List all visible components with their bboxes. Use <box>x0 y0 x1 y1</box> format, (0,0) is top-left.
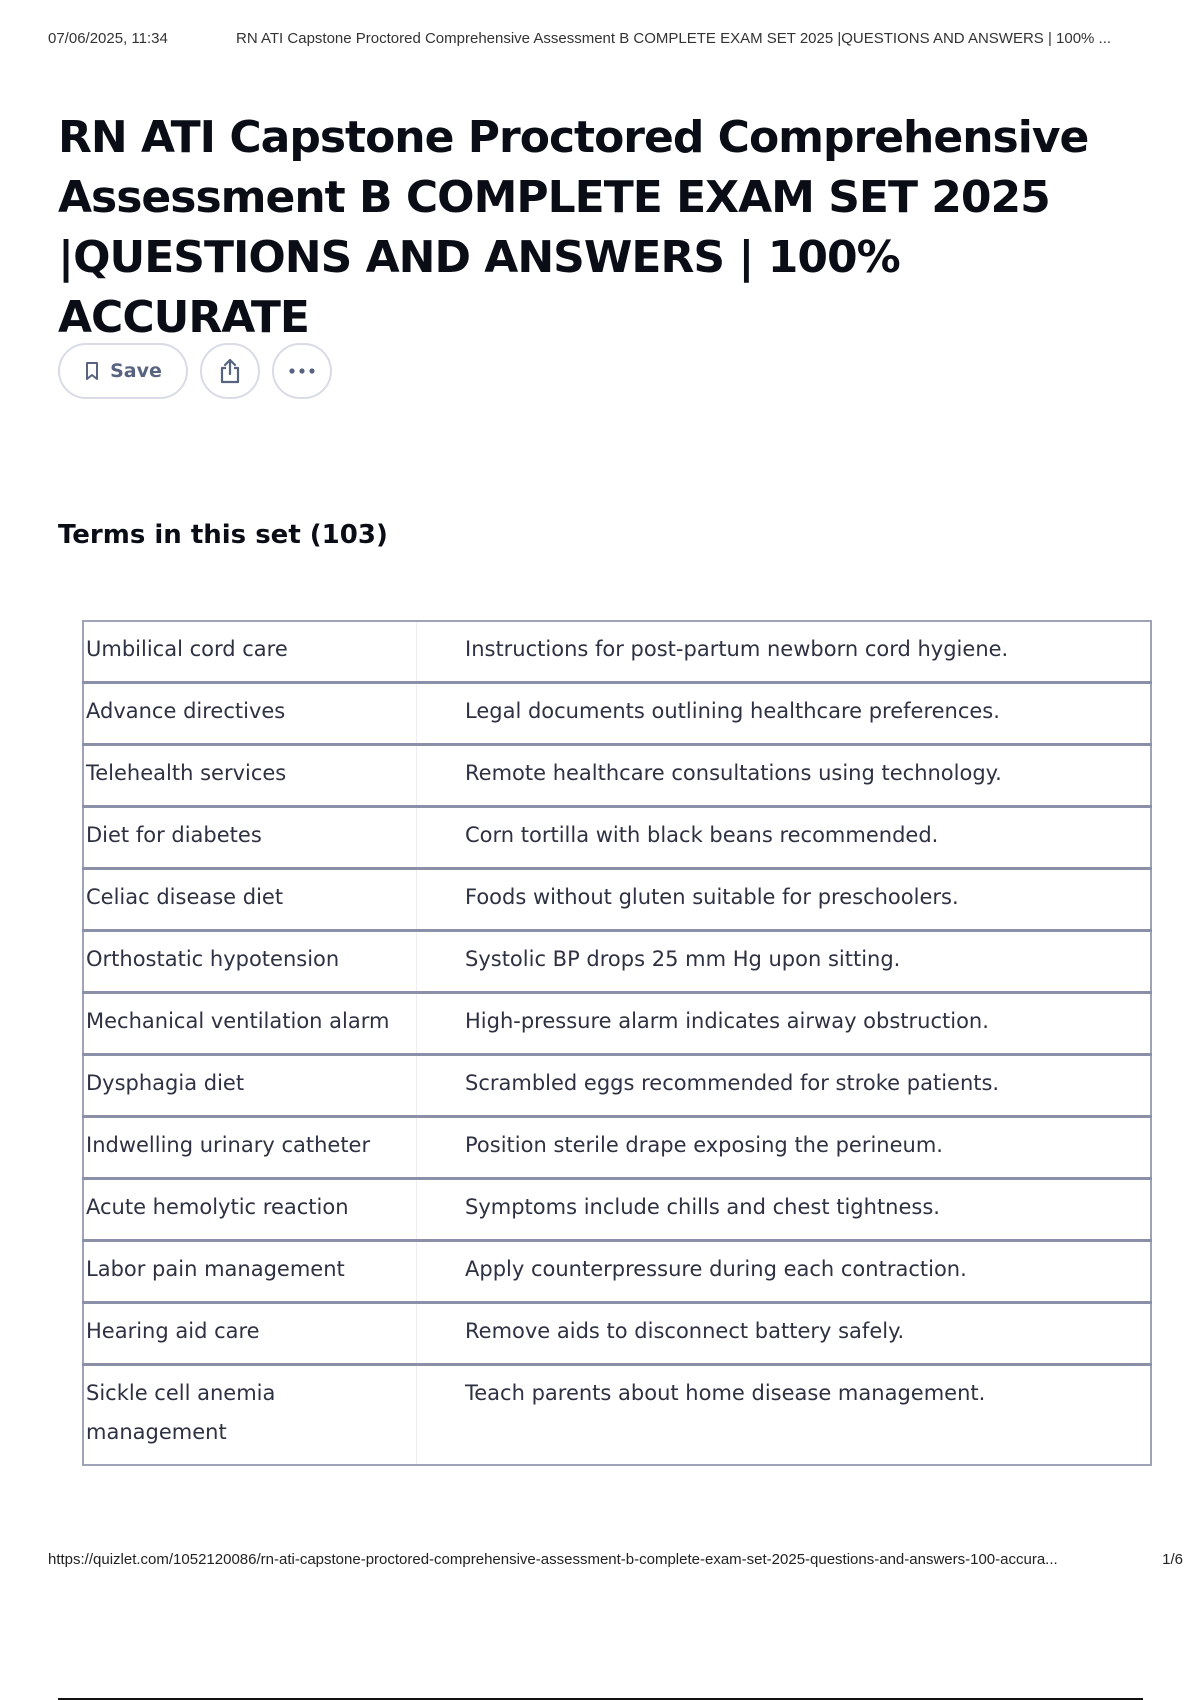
definition-cell: Legal documents outlining healthcare preferences. <box>417 683 1152 745</box>
definition-cell: Systolic BP drops 25 mm Hg upon sitting. <box>417 931 1152 993</box>
term-cell: Acute hemolytic reaction <box>83 1179 417 1241</box>
definition-cell: Scrambled eggs recommended for stroke patients. <box>417 1055 1152 1117</box>
definition-cell: Foods without gluten suitable for preschoolers. <box>417 869 1152 931</box>
save-button[interactable] <box>58 343 188 399</box>
term-row <box>83 683 1151 745</box>
term-row <box>83 931 1151 993</box>
share-button[interactable] <box>200 343 260 399</box>
definition-cell: Remove aids to disconnect battery safely. <box>417 1303 1152 1365</box>
page-title: RN ATI Capstone Proctored Comprehensive Assessment B COMPLETE EXAM SET 2025 |QUESTIONS AND ANSWERS | 100% ACCURATE <box>58 112 1089 343</box>
term-cell: Dysphagia diet <box>83 1055 417 1117</box>
terms-table <box>82 620 1152 1466</box>
term-row <box>83 1365 1151 1466</box>
print-doc-title: RN ATI Capstone Proctored Comprehensive Assessment B COMPLETE EXAM SET 2025 |QUESTIONS AND ANSWERS | 100% ... <box>236 30 1112 47</box>
term-row <box>83 993 1151 1055</box>
definition-cell: Corn tortilla with black beans recommended. <box>417 807 1152 869</box>
term-row <box>83 1241 1151 1303</box>
terms-heading: Terms in this set (103) <box>58 520 388 550</box>
definition-cell: Apply counterpressure during each contraction. <box>417 1241 1152 1303</box>
definition-cell: Position sterile drape exposing the perineum. <box>417 1117 1152 1179</box>
term-row <box>83 1179 1151 1241</box>
term-row <box>83 807 1151 869</box>
term-cell: Orthostatic hypotension <box>83 931 417 993</box>
definition-cell: High-pressure alarm indicates airway obstruction. <box>417 993 1152 1055</box>
definition-cell: Symptoms include chills and chest tightness. <box>417 1179 1152 1241</box>
term-cell: Indwelling urinary catheter <box>83 1117 417 1179</box>
term-cell: Labor pain management <box>83 1241 417 1303</box>
term-cell: Advance directives <box>83 683 417 745</box>
term-cell: Telehealth services <box>83 745 417 807</box>
print-date: 07/06/2025, 11:34 <box>48 30 168 47</box>
term-row <box>83 1055 1151 1117</box>
page-number: 1/6 <box>1162 1551 1183 1568</box>
share-icon <box>217 357 243 385</box>
term-cell: Celiac disease diet <box>83 869 417 931</box>
term-row <box>83 869 1151 931</box>
term-cell: Hearing aid care <box>83 1303 417 1365</box>
term-row <box>83 1117 1151 1179</box>
term-row <box>83 1303 1151 1365</box>
term-row <box>83 745 1151 807</box>
print-url: https://quizlet.com/1052120086/rn-ati-capstone-proctored-comprehensive-assessment-b-complete-exam-set-2025-questions-and-answers-100-accura... <box>48 1551 1058 1568</box>
definition-cell: Instructions for post-partum newborn cord hygiene. <box>417 621 1152 683</box>
more-icon <box>288 367 316 375</box>
term-cell: Sickle cell anemia management <box>83 1365 417 1466</box>
save-label: Save <box>110 360 162 382</box>
term-cell: Mechanical ventilation alarm <box>83 993 417 1055</box>
more-options-button[interactable] <box>272 343 332 399</box>
term-cell: Diet for diabetes <box>83 807 417 869</box>
definition-cell: Teach parents about home disease management. <box>417 1365 1152 1466</box>
term-cell: Umbilical cord care <box>86 637 288 661</box>
bookmark-icon <box>84 361 100 381</box>
term-row <box>83 621 1151 683</box>
definition-cell: Remote healthcare consultations using technology. <box>417 745 1152 807</box>
